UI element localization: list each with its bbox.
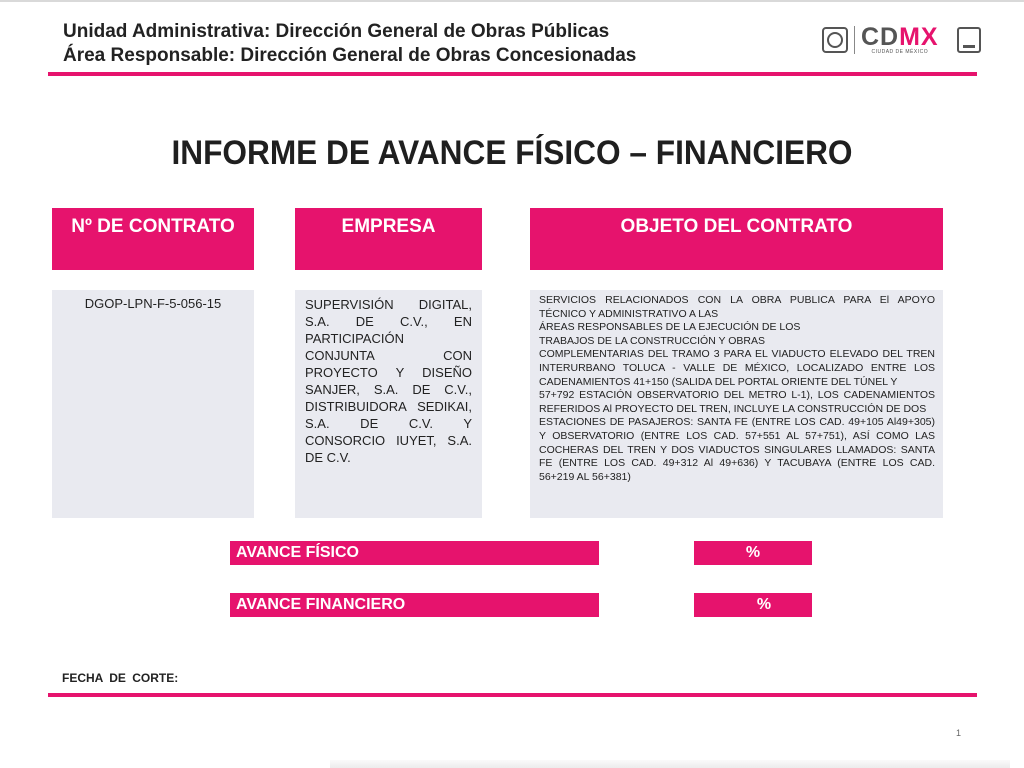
logos <box>822 22 981 58</box>
header-contract-number: Nº DE CONTRATO <box>52 208 254 270</box>
financial-progress-value: % <box>694 593 812 617</box>
responsible-area: Área Responsable: Dirección General de Obras Concesionadas <box>63 45 637 66</box>
top-border <box>0 0 1024 2</box>
footer-rule <box>48 693 977 697</box>
contract-object-line: ÁREAS RESPONSABLES DE LA EJECUCIÓN DE LOS <box>539 321 801 334</box>
page-number: 1 <box>956 728 962 738</box>
header-contract-object: OBJETO DEL CONTRATO <box>530 208 943 270</box>
administrative-unit: Unidad Administrativa: Dirección General de Obras Públicas <box>63 21 610 42</box>
header-rule <box>48 72 977 76</box>
logo-divider <box>854 26 855 54</box>
cdmx-logo-subtitle: CIUDAD DE MÉXICO <box>871 49 929 55</box>
contract-object-line: SERVICIOS RELACIONADOS CON LA OBRA PUBLICA PARA El APOYO TÉCNICO Y ADMINISTRATIVO A LAS <box>539 294 935 320</box>
government-seal-icon <box>822 27 848 53</box>
header-company: EMPRESA <box>295 208 482 270</box>
contract-object-line: 57+792 ESTACIÓN OBSERVATORIO DEL METRO L-1), LOS CADENAMIENTOS REFERIDOS Al PROYECTO DEL TREN, INCLUYE LA CONSTRUCCIÓN DE DOS <box>539 389 935 415</box>
company-cell: SUPERVISIÓN DIGITAL, S.A. DE C.V., EN PARTICIPACIÓN CONJUNTA CON PROYECTO Y DISEÑO SANJER, S.A. DE C.V., DISTRIBUIDORA SEDIKAI, S.A. DE C.V. Y CONSORCIO IUYET, S.A. DE C.V. <box>295 290 482 518</box>
physical-progress-value: % <box>694 541 812 565</box>
cdmx-logo-mx: MX <box>899 23 939 51</box>
contract-object-cell <box>530 290 943 518</box>
contract-object-line: ESTACIONES DE PASAJEROS: SANTA FE (ENTRE LOS CAD. 49+105 Al49+305) Y OBSERVATORIO (ENTRE LOS CAD. 57+551 AL 57+751), ASÍ COMO LAS COCHERAS DEL TREN Y DOS VIADUCTOS SINGULARES LLAMADOS: SANTA FE (ENTRE LOS CAD. 49+312 Al 49+636) Y TACUBAYA (ENTRE LOS CAD. 56+219 AL 56+381) <box>539 416 935 483</box>
agency-emblem-icon <box>957 27 981 53</box>
cdmx-logo-cd: CD <box>861 23 900 51</box>
bottom-shadow <box>330 760 1010 768</box>
contract-object-line: TRABAJOS DE LA CONSTRUCCIÓN Y OBRAS <box>539 334 765 347</box>
cutoff-date-label: FECHA DE CORTE: <box>62 671 179 685</box>
physical-progress-label: AVANCE FÍSICO <box>230 541 599 565</box>
document-header <box>63 20 636 68</box>
page-title: INFORME DE AVANCE FÍSICO – FINANCIERO <box>171 134 853 172</box>
cdmx-logo <box>861 25 939 55</box>
financial-progress-label: AVANCE FINANCIERO <box>230 593 599 617</box>
contract-number-cell: DGOP-LPN-F-5-056-15 <box>52 290 254 518</box>
contract-object-line: COMPLEMENTARIAS DEL TRAMO 3 PARA EL VIADUCTO ELEVADO DEL TREN INTERURBANO TOLUCA - VALLE DE MÉXICO, LOCALIZADO ENTRE LOS CADENAMIENTOS 41+150 (SALIDA DEL PORTAL ORIENTE DEL TÚNEL Y <box>539 348 935 388</box>
